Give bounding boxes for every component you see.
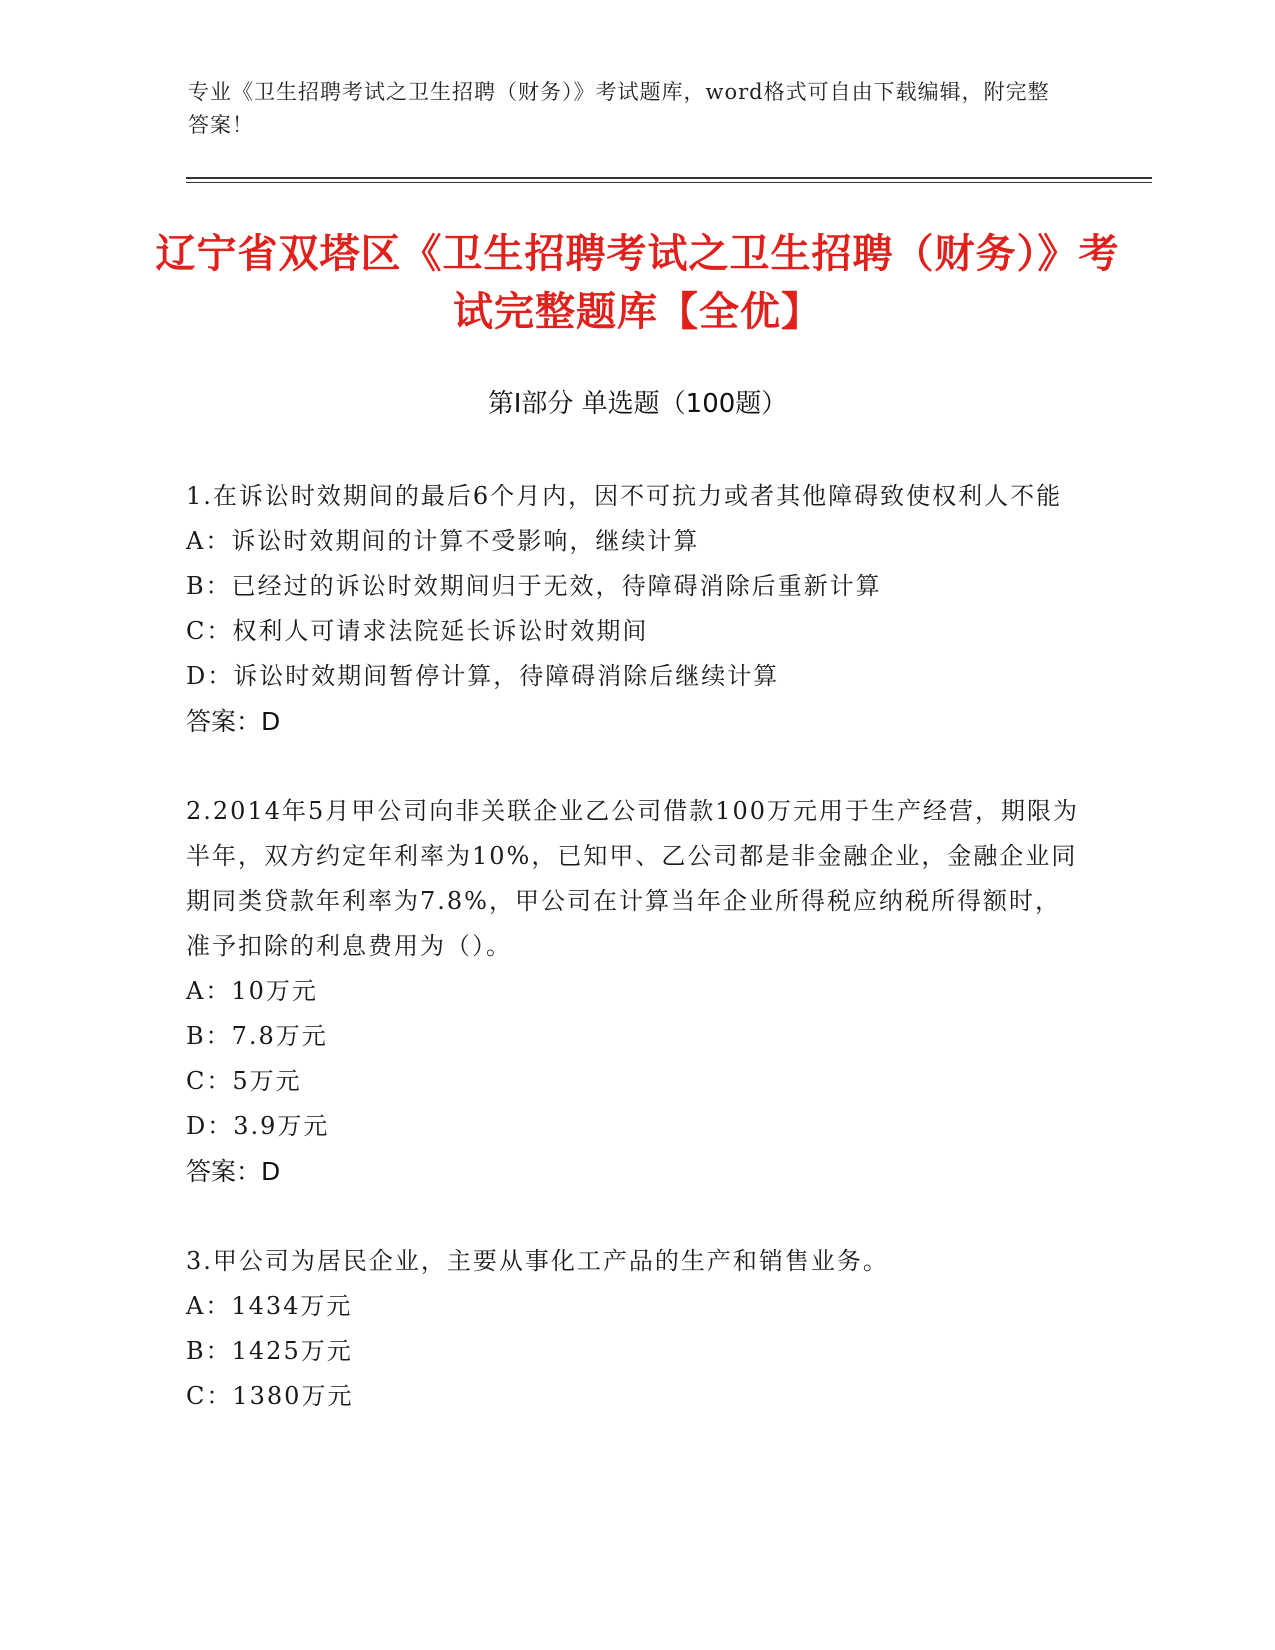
question-stem: 2.2014年5月甲公司向非关联企业乙公司借款100万元用于生产经营，期限为半年，双方约定年利率为10%，已知甲、乙公司都是非金融企业，金融企业同期同类贷款年利率为7.8%，甲公司在计算当年企业所得税应纳税所得额时，准予扣除的利息费用为（）。 — [186, 797, 1080, 960]
question-3 — [186, 1239, 1086, 1419]
answer-label: 答案：D — [186, 1157, 281, 1186]
header-divider — [186, 177, 1152, 179]
option-b: B：已经过的诉讼时效期间归于无效，待障碍消除后重新计算 — [186, 572, 882, 600]
option-d: D：诉讼时效期间暂停计算，待障碍消除后继续计算 — [186, 662, 780, 690]
option-c: C：5万元 — [186, 1067, 302, 1095]
option-c: C：权利人可请求法院延长诉讼时效期间 — [186, 617, 649, 645]
header-divider-thin — [186, 182, 1152, 183]
option-a: A：10万元 — [186, 977, 318, 1005]
question-2 — [186, 789, 1086, 1194]
answer-label: 答案：D — [186, 707, 281, 736]
section-heading: 第I部分 单选题（100题） — [487, 389, 788, 419]
option-b: B：7.8万元 — [186, 1022, 328, 1050]
question-list — [186, 474, 1086, 1464]
option-a: A：诉讼时效期间的计算不受影响，继续计算 — [186, 527, 700, 555]
option-d: D：3.9万元 — [186, 1112, 330, 1140]
option-c: C：1380万元 — [186, 1382, 354, 1410]
document-title: 辽宁省双塔区《卫生招聘考试之卫生招聘（财务）》考试完整题库【全优】 — [155, 231, 1120, 335]
header-note: 专业《卫生招聘考试之卫生招聘（财务）》考试题库，word格式可自由下载编辑，附完整答案！ — [188, 80, 1050, 137]
question-stem: 3.甲公司为居民企业，主要从事化工产品的生产和销售业务。 — [186, 1247, 889, 1275]
question-1 — [186, 474, 1086, 744]
option-b: B：1425万元 — [186, 1337, 353, 1365]
question-stem: 1.在诉讼时效期间的最后6个月内，因不可抗力或者其他障碍致使权利人不能 — [186, 482, 1063, 510]
option-a: A：1434万元 — [186, 1292, 353, 1320]
